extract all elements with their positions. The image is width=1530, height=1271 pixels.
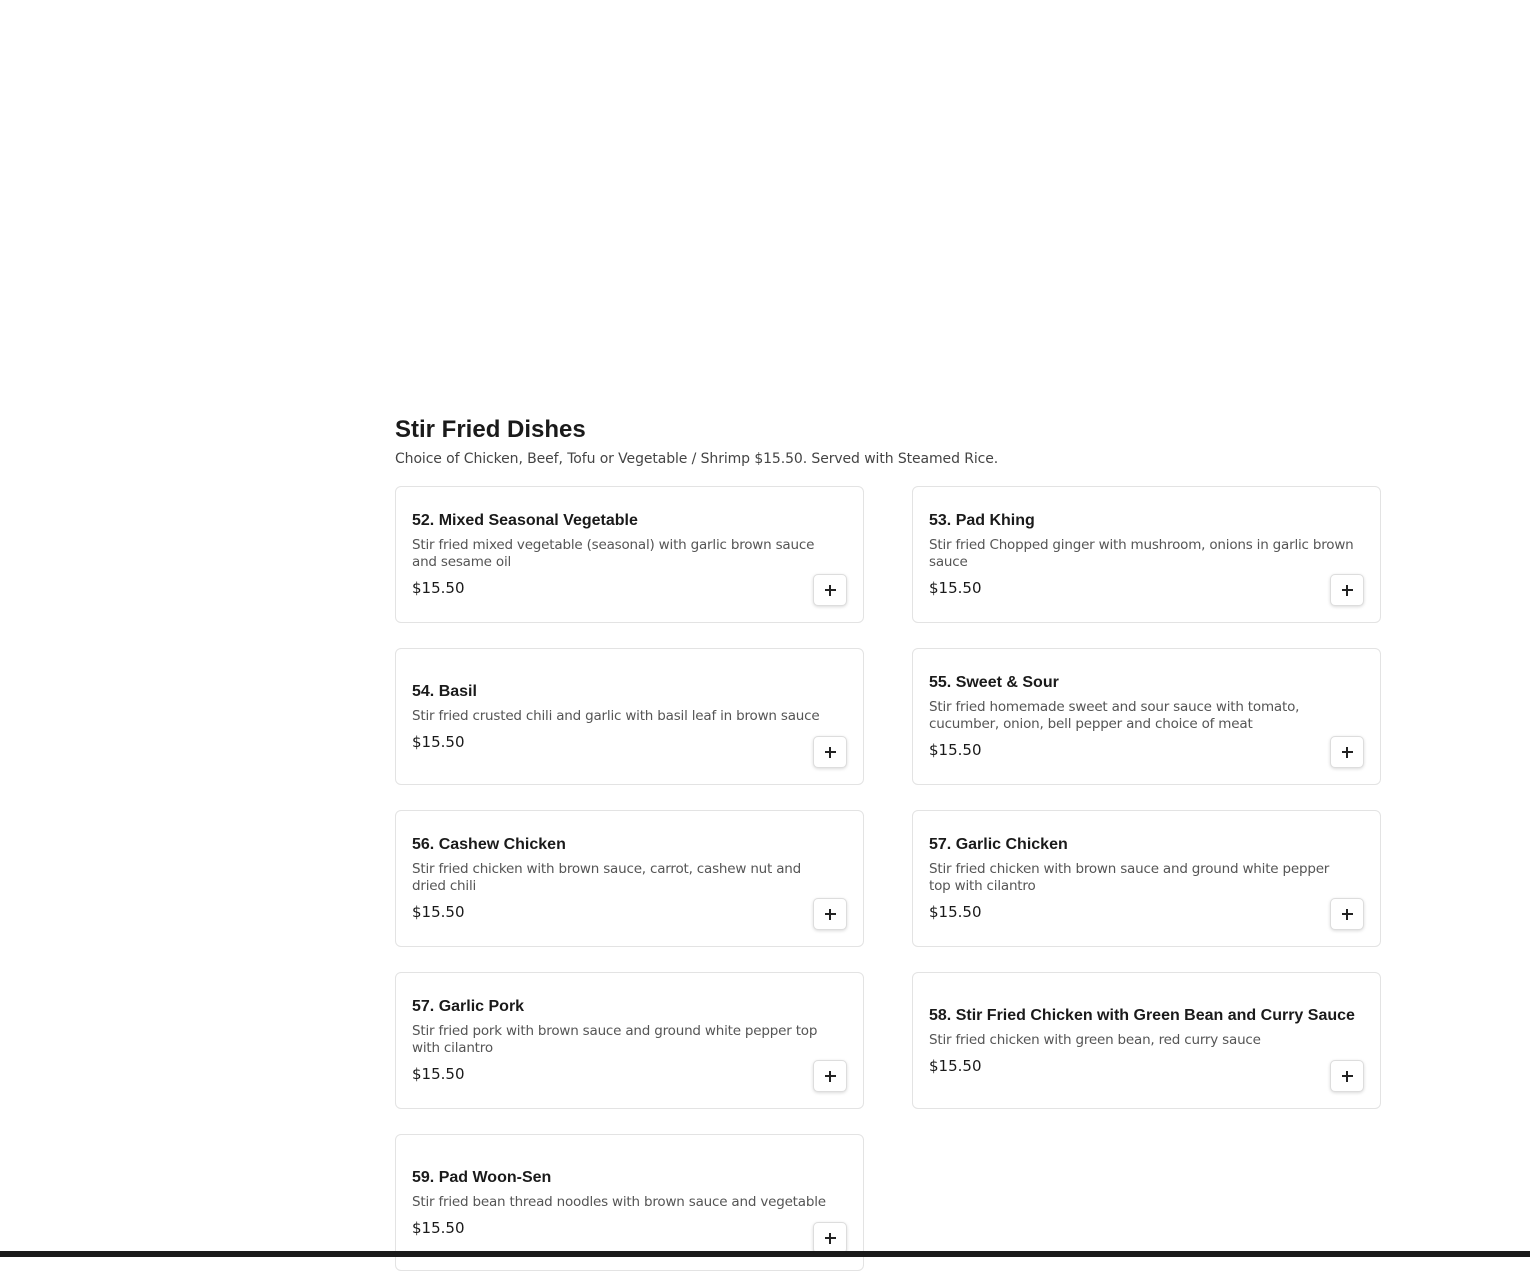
menu-item-price: $15.50 <box>929 579 982 597</box>
menu-item-description: Stir fried bean thread noodles with brown sauce and vegetable <box>412 1193 826 1210</box>
menu-item-price: $15.50 <box>929 1056 982 1075</box>
section-description: Choice of Chicken, Beef, Tofu or Vegetable / Shrimp $15.50. Served with Steamed Rice. <box>395 451 999 467</box>
menu-item-description: Stir fried chicken with brown sauce, carrot, cashew nut and dried chili <box>412 861 802 894</box>
plus-icon <box>1342 747 1353 758</box>
menu-item-card[interactable] <box>395 648 864 785</box>
menu-item-price: $15.50 <box>412 732 465 751</box>
plus-icon <box>825 747 836 758</box>
plus-icon <box>1342 909 1353 920</box>
menu-item-card[interactable] <box>395 810 864 947</box>
plus-icon <box>825 585 836 596</box>
menu-item-name: 55. Sweet & Sour <box>929 674 1059 691</box>
section-title: Stir Fried Dishes <box>395 416 586 443</box>
menu-item-card[interactable] <box>912 810 1381 947</box>
menu-item-price: $15.50 <box>929 903 982 921</box>
add-to-cart-button[interactable] <box>1330 898 1364 930</box>
plus-icon <box>825 1071 836 1082</box>
menu-item-description: Stir fried pork with brown sauce and ground white pepper top with cilantro <box>412 1023 818 1056</box>
add-to-cart-button[interactable] <box>813 574 847 606</box>
menu-item-name: 56. Cashew Chicken <box>412 836 566 853</box>
add-to-cart-button[interactable] <box>1330 1060 1364 1092</box>
menu-item-name: 57. Garlic Chicken <box>929 836 1068 853</box>
bottom-edge-bar <box>0 1251 1530 1257</box>
add-to-cart-button[interactable] <box>813 1060 847 1092</box>
menu-item-name: 57. Garlic Pork <box>412 998 525 1015</box>
add-to-cart-button[interactable] <box>1330 736 1364 768</box>
plus-icon <box>825 1233 836 1244</box>
menu-item-description: Stir fried homemade sweet and sour sauce with tomato, cucumber, onion, bell pepper and choice of meat <box>929 699 1300 732</box>
plus-icon <box>1342 585 1353 596</box>
menu-item-price: $15.50 <box>929 741 982 759</box>
menu-item-name: 59. Pad Woon-Sen <box>412 1168 552 1186</box>
menu-item-description: Stir fried mixed vegetable (seasonal) with garlic brown sauce and sesame oil <box>412 537 815 570</box>
add-to-cart-button[interactable] <box>1330 574 1364 606</box>
menu-item-name: 58. Stir Fried Chicken with Green Bean and Curry Sauce <box>929 1006 1355 1024</box>
menu-item-description: Stir fried chicken with green bean, red curry sauce <box>929 1031 1261 1048</box>
menu-item-price: $15.50 <box>412 1218 465 1237</box>
menu-item-name: 53. Pad Khing <box>929 512 1035 529</box>
menu-item-description: Stir fried crusted chili and garlic with basil leaf in brown sauce <box>412 707 820 724</box>
menu-item-description: Stir fried Chopped ginger with mushroom, onions in garlic brown sauce <box>929 537 1354 570</box>
menu-item-description: Stir fried chicken with brown sauce and ground white pepper top with cilantro <box>929 861 1330 894</box>
menu-items-grid <box>395 486 1381 1271</box>
menu-item-price: $15.50 <box>412 579 465 597</box>
menu-item-card[interactable] <box>912 648 1381 785</box>
plus-icon <box>825 909 836 920</box>
menu-section-stir-fried-dishes <box>395 414 1381 1237</box>
menu-item-price: $15.50 <box>412 903 465 921</box>
add-to-cart-button[interactable] <box>813 1222 847 1254</box>
menu-item-name: 54. Basil <box>412 682 477 700</box>
menu-item-name: 52. Mixed Seasonal Vegetable <box>412 512 638 529</box>
menu-item-card[interactable] <box>395 486 864 623</box>
menu-item-price: $15.50 <box>412 1065 465 1083</box>
plus-icon <box>1342 1071 1353 1082</box>
menu-item-card[interactable] <box>912 486 1381 623</box>
menu-item-card[interactable] <box>395 972 864 1109</box>
add-to-cart-button[interactable] <box>813 736 847 768</box>
add-to-cart-button[interactable] <box>813 898 847 930</box>
menu-item-card[interactable] <box>912 972 1381 1109</box>
